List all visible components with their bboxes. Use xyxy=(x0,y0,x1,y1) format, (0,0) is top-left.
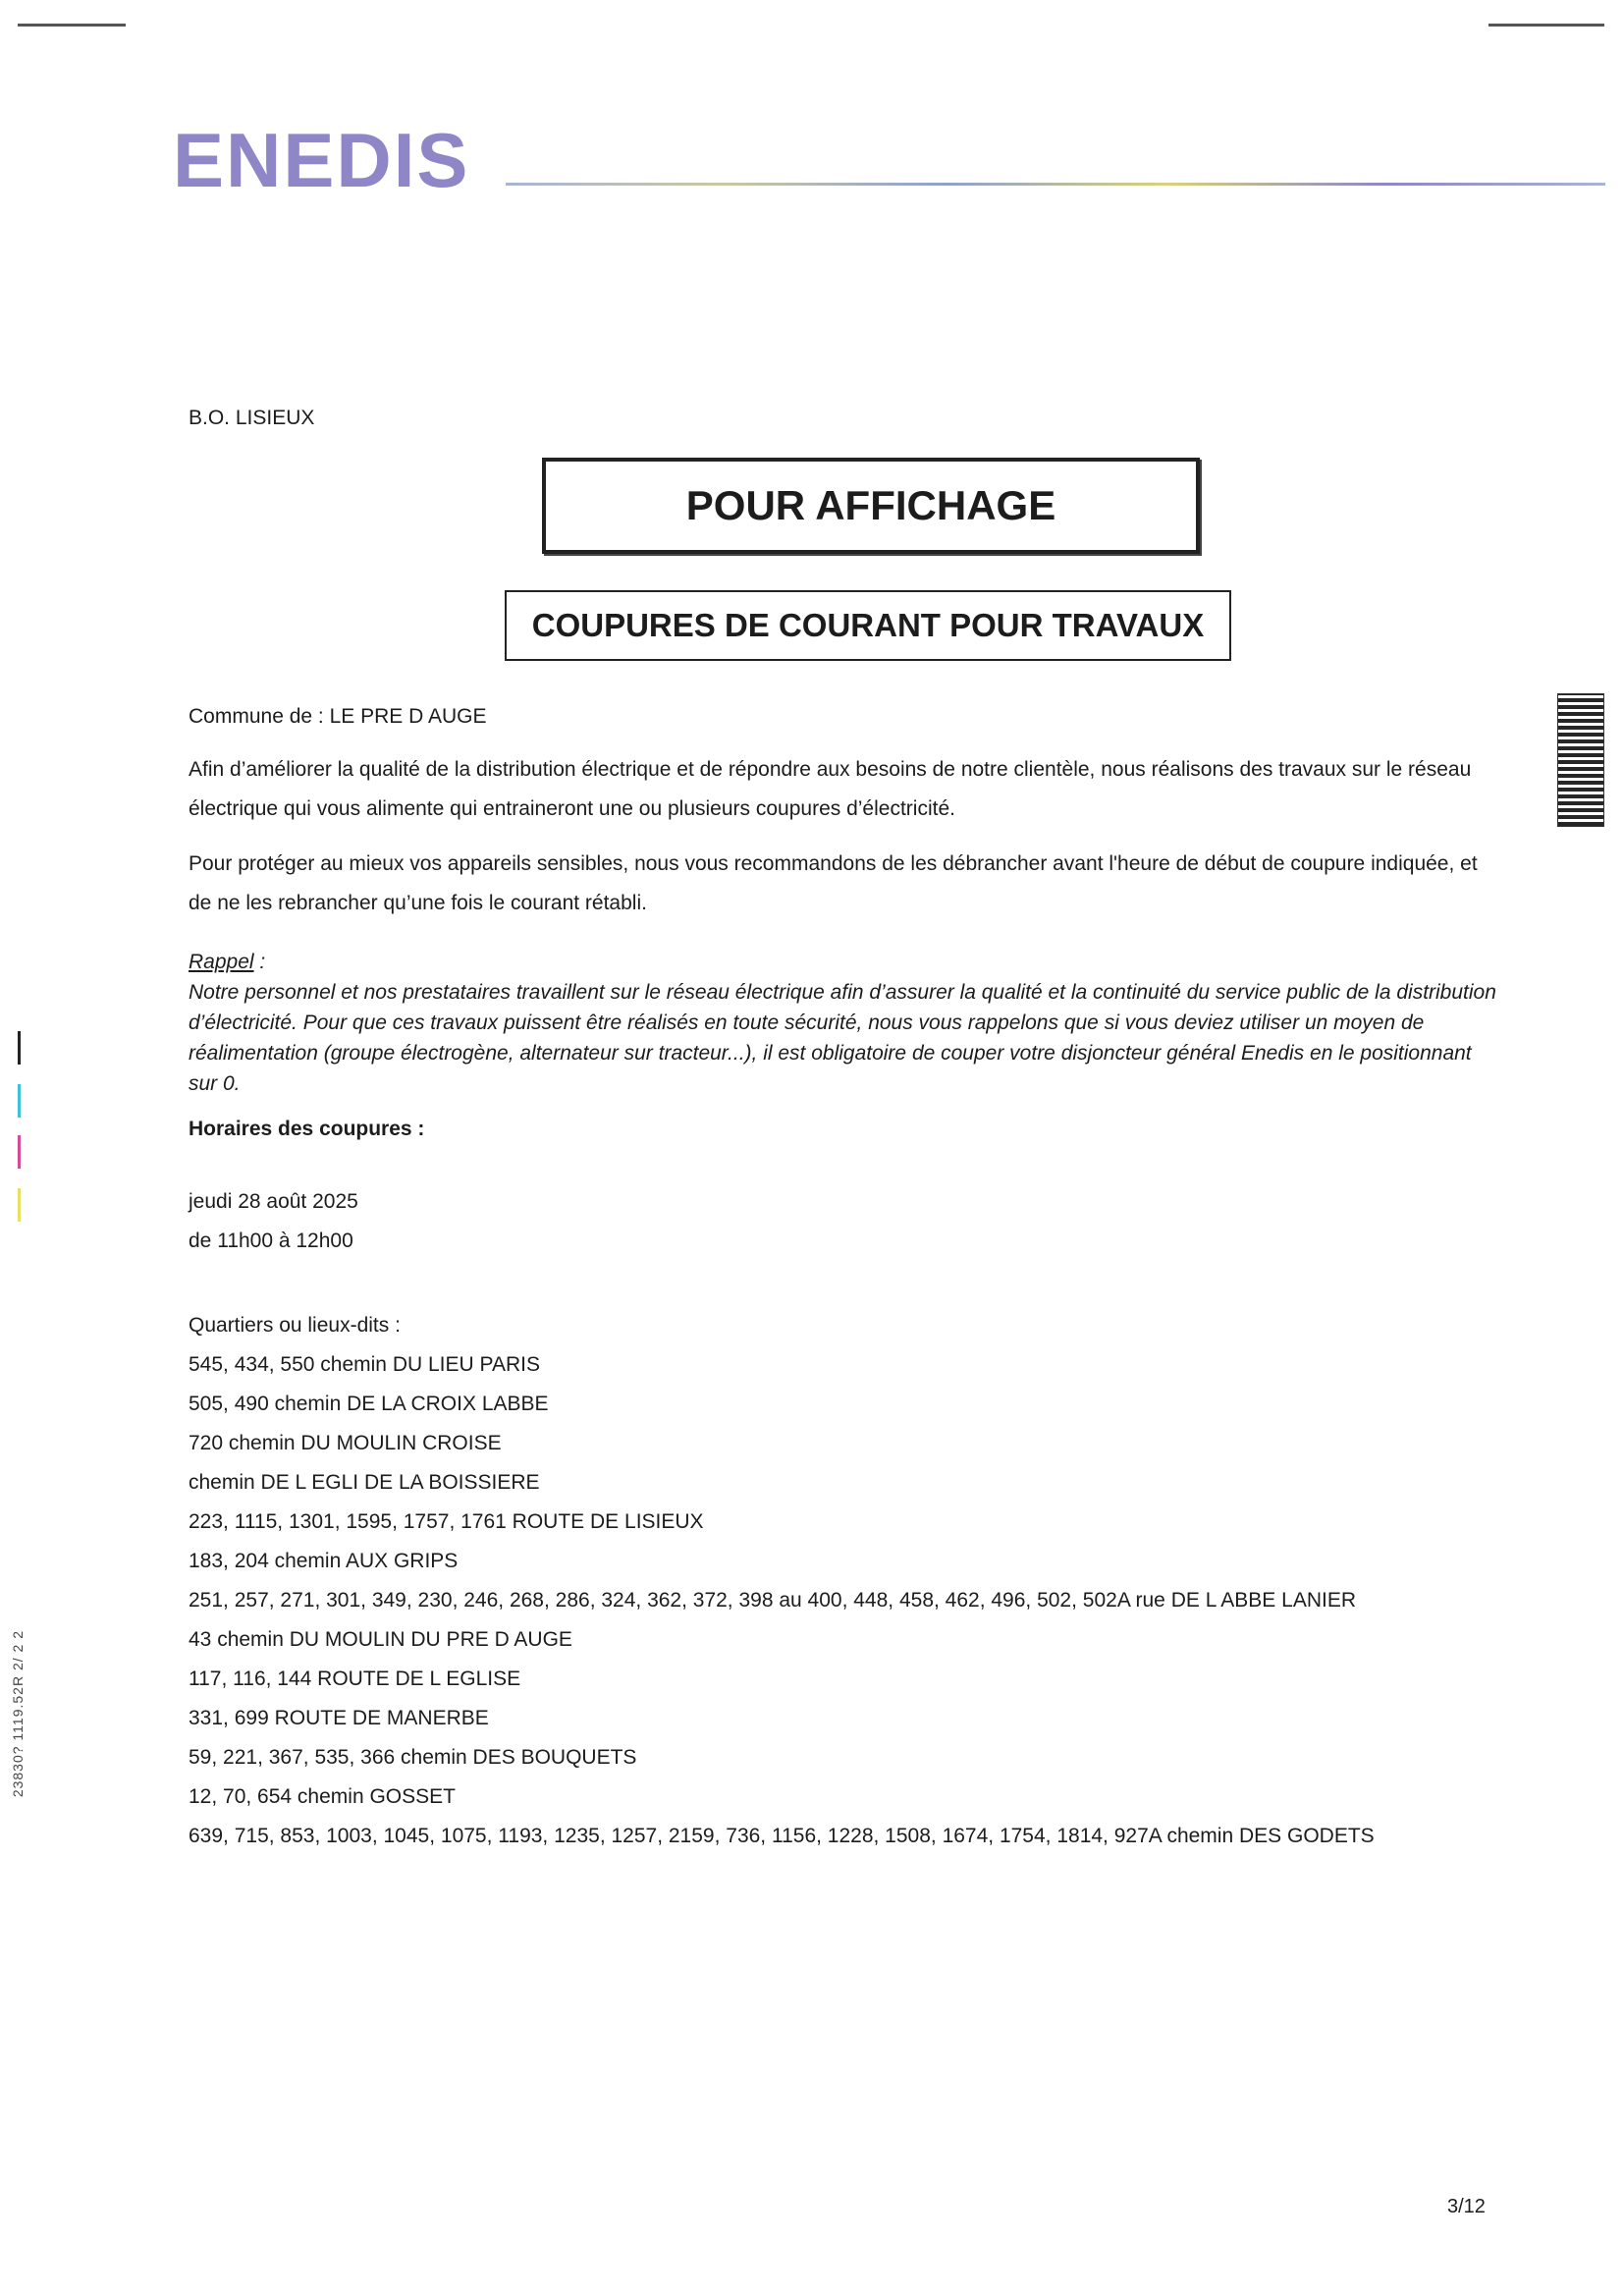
office-label: B.O. LISIEUX xyxy=(189,407,315,429)
list-item: 223, 1115, 1301, 1595, 1757, 1761 ROUTE DE LISIEUX xyxy=(189,1510,704,1533)
list-item: 720 chemin DU MOULIN CROISE xyxy=(189,1432,502,1454)
logo-rule xyxy=(506,183,1605,186)
margin-code: 23830? 1119.52R 2/ 2 2 xyxy=(10,1630,26,1798)
list-item: 545, 434, 550 chemin DU LIEU PARIS xyxy=(189,1353,540,1376)
list-item: 183, 204 chemin AUX GRIPS xyxy=(189,1550,459,1572)
rappel-body: Notre personnel et nos prestataires travaillent sur le réseau électrique afin d’assurer la qualité et la continuité du service public de la distribution d’électricité. Pour que ces travaux puissent être réalisés en toute sécurité, nous vous rappelons que si vous deviez utiliser un moyen de réalimentation (groupe électrogène, alternateur sur tracteur...), il est obligatoire de couper votre disjoncteur général Enedis en le positionnant sur 0. xyxy=(189,981,1496,1095)
list-item: 12, 70, 654 chemin GOSSET xyxy=(189,1785,456,1808)
rappel-title-suffix: : xyxy=(253,951,266,973)
lieux-title: Quartiers ou lieux-dits : xyxy=(189,1314,401,1337)
intro-paragraph: Afin d’améliorer la qualité de la distribution électrique et de répondre aux besoins de notre clientèle, nous réalisons des travaux sur le réseau électrique qui vous alimente qui entraineront une ou plusieurs coupures d’électricité. xyxy=(189,758,1472,820)
enedis-logo: ENEDIS xyxy=(173,117,470,203)
subtitle-title: COUPURES DE COURANT POUR TRAVAUX xyxy=(531,607,1205,643)
list-item: 505, 490 chemin DE LA CROIX LABBE xyxy=(189,1393,549,1415)
scan-mark-left xyxy=(18,24,126,27)
commune-line: Commune de : LE PRE D AUGE xyxy=(189,705,487,728)
datamatrix-code xyxy=(1557,693,1604,827)
registration-mark-black xyxy=(18,1031,21,1065)
outage-hours: de 11h00 à 12h00 xyxy=(189,1230,353,1252)
list-item: 117, 116, 144 ROUTE DE L EGLISE xyxy=(189,1667,521,1690)
rappel-heading xyxy=(189,947,1504,977)
scan-mark-right xyxy=(1488,24,1604,27)
advice-paragraph: Pour protéger au mieux vos appareils sensibles, nous vous recommandons de les débrancher avant l'heure de début de coupure indiquée, et de ne les rebrancher qu’une fois le courant rétabli. xyxy=(189,852,1478,914)
list-item: chemin DE L EGLI DE LA BOISSIERE xyxy=(189,1471,540,1494)
list-item: 43 chemin DU MOULIN DU PRE D AUGE xyxy=(189,1628,572,1651)
rappel-title: Rappel xyxy=(189,951,254,973)
rappel-block xyxy=(189,947,1504,1099)
registration-mark-magenta xyxy=(18,1135,21,1169)
outage-date: jeudi 28 août 2025 xyxy=(189,1190,358,1213)
subtitle-box xyxy=(505,590,1231,661)
list-item: 639, 715, 853, 1003, 1045, 1075, 1193, 1235, 1257, 2159, 736, 1156, 1228, 1508, 1674, 1754, 1814, 927A chemin DES GODETS xyxy=(189,1825,1375,1847)
horaires-title: Horaires des coupures : xyxy=(189,1118,425,1140)
registration-mark-cyan xyxy=(18,1084,21,1118)
banner-box xyxy=(542,458,1200,554)
list-item: 331, 699 ROUTE DE MANERBE xyxy=(189,1707,489,1729)
lieux-list xyxy=(189,1306,1375,1856)
banner-title: POUR AFFICHAGE xyxy=(685,482,1056,528)
list-item: 251, 257, 271, 301, 349, 230, 246, 268, 286, 324, 362, 372, 398 au 400, 448, 458, 462, 496, 502, 502A rue DE L ABBE LANIER xyxy=(189,1589,1356,1612)
list-item: 59, 221, 367, 535, 366 chemin DES BOUQUETS xyxy=(189,1746,637,1769)
page-number: 3/12 xyxy=(1447,2196,1486,2217)
registration-mark-yellow xyxy=(18,1188,21,1222)
